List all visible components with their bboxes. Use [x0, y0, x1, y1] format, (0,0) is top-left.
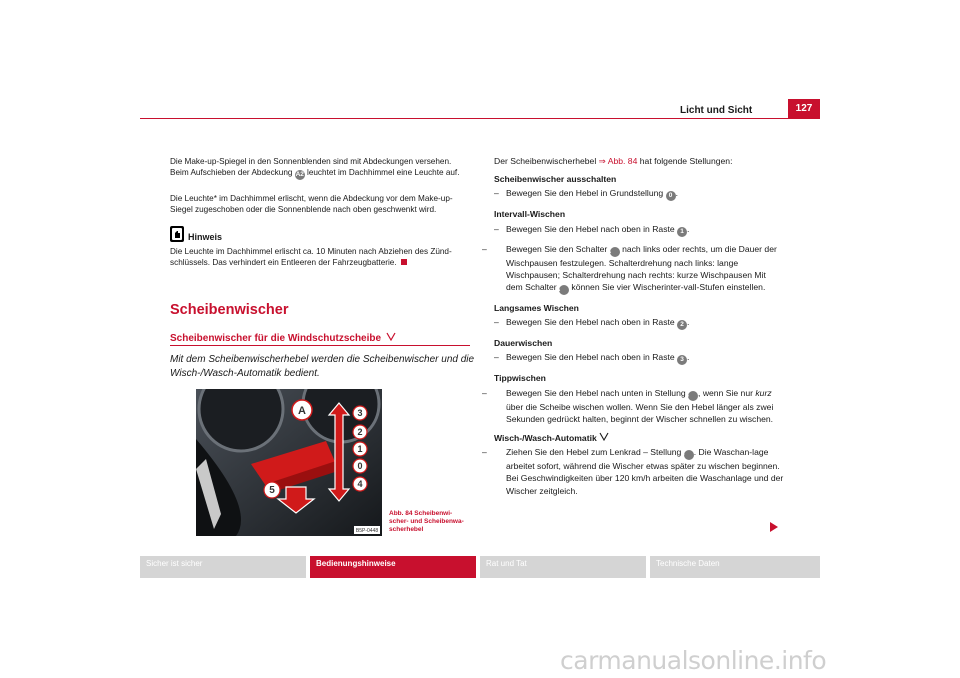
wiper-lever-figure: [196, 389, 382, 536]
figure-label-3: 3: [357, 408, 363, 418]
footer-tab-advice[interactable]: Rat und Tat: [480, 556, 646, 578]
key-badge: 3: [677, 355, 687, 365]
figure-caption: Abb. 84 Scheibenwi- scher- und Scheibenwa- scherhebel: [389, 510, 464, 533]
key-badge: A2: [295, 171, 304, 179]
intro-line: Der Scheibenwischerhebel ⇒ Abb. 84 hat folgende Stellungen:: [494, 156, 733, 166]
item-wash-auto: – Ziehen Sie den Hebel zum Lenkrad – Stellung 5 . Die Waschan-lage arbeitet sofort, während die Wischer etwas später zu wischen beginnen. Bei Geschwindigkeiten über 120 km/h arbeiten die Waschanlage und der Wischer zeitgleich.: [482, 447, 784, 496]
item-interval-switch: – Bewegen Sie den Schalter A nach links oder rechts, um die Dauer der Wischpausen festzulegen. Schalterdrehung nach links: lange Wischpausen; Schalterdrehung nach rechts: kurze Wischpausen Mit dem Schalter A können Sie vier Wischerinter-vall-Stufen einstellen.: [482, 243, 777, 294]
figure-code: B5P-0448: [355, 528, 379, 534]
figure-label-a: A: [298, 405, 306, 417]
chapter-title: Licht und Sicht: [680, 105, 753, 116]
heading-wiper-off: Scheibenwischer ausschalten: [494, 174, 617, 185]
right-column: [482, 155, 784, 497]
key-badge: 0: [666, 191, 676, 201]
key-badge: A: [559, 285, 569, 295]
paragraph-roof-light: Die Leuchte* im Dachhimmel erlischt, wenn die Abdeckung vor dem Make-up-Siegel zugeschoben oder die Sonnenblende nach oben geschwenkt wird.: [170, 194, 453, 215]
subsection-title: Scheibenwischer für die Windschutzscheibe: [170, 332, 396, 344]
figure-label-2: 2: [357, 427, 363, 437]
figure-label-4: 4: [357, 479, 363, 489]
key-badge: 1: [677, 227, 687, 237]
key-badge: 5: [684, 450, 694, 460]
key-badge: 2: [677, 320, 687, 330]
lead-text: Mit dem Scheibenwischerhebel werden die Scheibenwischer und die Wisch-/Wasch-Automatik bedient.: [170, 354, 475, 379]
subsection-rule: [170, 345, 470, 346]
figure-label-1: 1: [357, 444, 363, 454]
equipment-icon: [599, 432, 609, 441]
note-title: Hinweis: [188, 232, 223, 242]
key-badge: A: [610, 247, 620, 257]
footer-tab-operation[interactable]: Bedienungshinweise: [310, 556, 476, 578]
header-rule: [140, 118, 820, 119]
paragraph-make-up-mirror: Die Make-up-Spiegel in den Sonnenblenden sind mit Abdeckungen versehen. Beim Aufschieben der Abdeckung A2 leuchtet im Dachhimmel eine Leuchte auf.: [170, 157, 460, 179]
heading-wash-auto: Wisch-/Wasch-Automatik: [494, 432, 784, 444]
watermark: carmanualsonline.info: [560, 646, 827, 675]
note-text: Die Leuchte im Dachhimmel erlischt ca. 10 Minuten nach Abziehen des Zünd-schlüssels. Das verhindert ein Entleeren der Fahrzeugbatterie.: [170, 247, 452, 268]
heading-interval: Intervall-Wischen: [494, 209, 566, 220]
key-badge: 4: [688, 391, 698, 401]
figure-reference-link[interactable]: ⇒ Abb. 84: [598, 156, 638, 166]
page-number: 127: [788, 99, 820, 118]
item-wiper-off: – Bewegen Sie den Hebel in Grundstellung 0 .: [494, 188, 678, 200]
section-title: Scheibenwischer: [170, 302, 289, 318]
equipment-icon: [386, 332, 396, 341]
figure-label-0: 0: [357, 461, 363, 471]
figure-label-5: 5: [269, 485, 275, 496]
item-tip: – Bewegen Sie den Hebel nach unten in Stellung 4 , wenn Sie nur kurz über die Scheibe wischen wollen. Wenn Sie den Hebel länger als zwei Sekunden gedrückt halten, beginnt der Wischer schnellen zu wischen.: [482, 387, 774, 424]
item-slow: – Bewegen Sie den Hebel nach oben in Raste 2 .: [494, 317, 690, 329]
end-marker: [401, 259, 407, 265]
item-continuous: – Bewegen Sie den Hebel nach oben in Raste 3 .: [494, 352, 690, 364]
heading-slow: Langsames Wischen: [494, 303, 579, 314]
item-interval: – Bewegen Sie den Hebel nach oben in Raste 1 .: [494, 223, 690, 235]
note-icon: [170, 226, 184, 242]
continue-arrow-icon: [770, 522, 778, 532]
footer-tab-safety[interactable]: Sicher ist sicher: [140, 556, 306, 578]
heading-continuous: Dauerwischen: [494, 338, 553, 349]
footer-tab-technical[interactable]: Technische Daten: [650, 556, 820, 578]
heading-tip: Tippwischen: [494, 373, 546, 384]
